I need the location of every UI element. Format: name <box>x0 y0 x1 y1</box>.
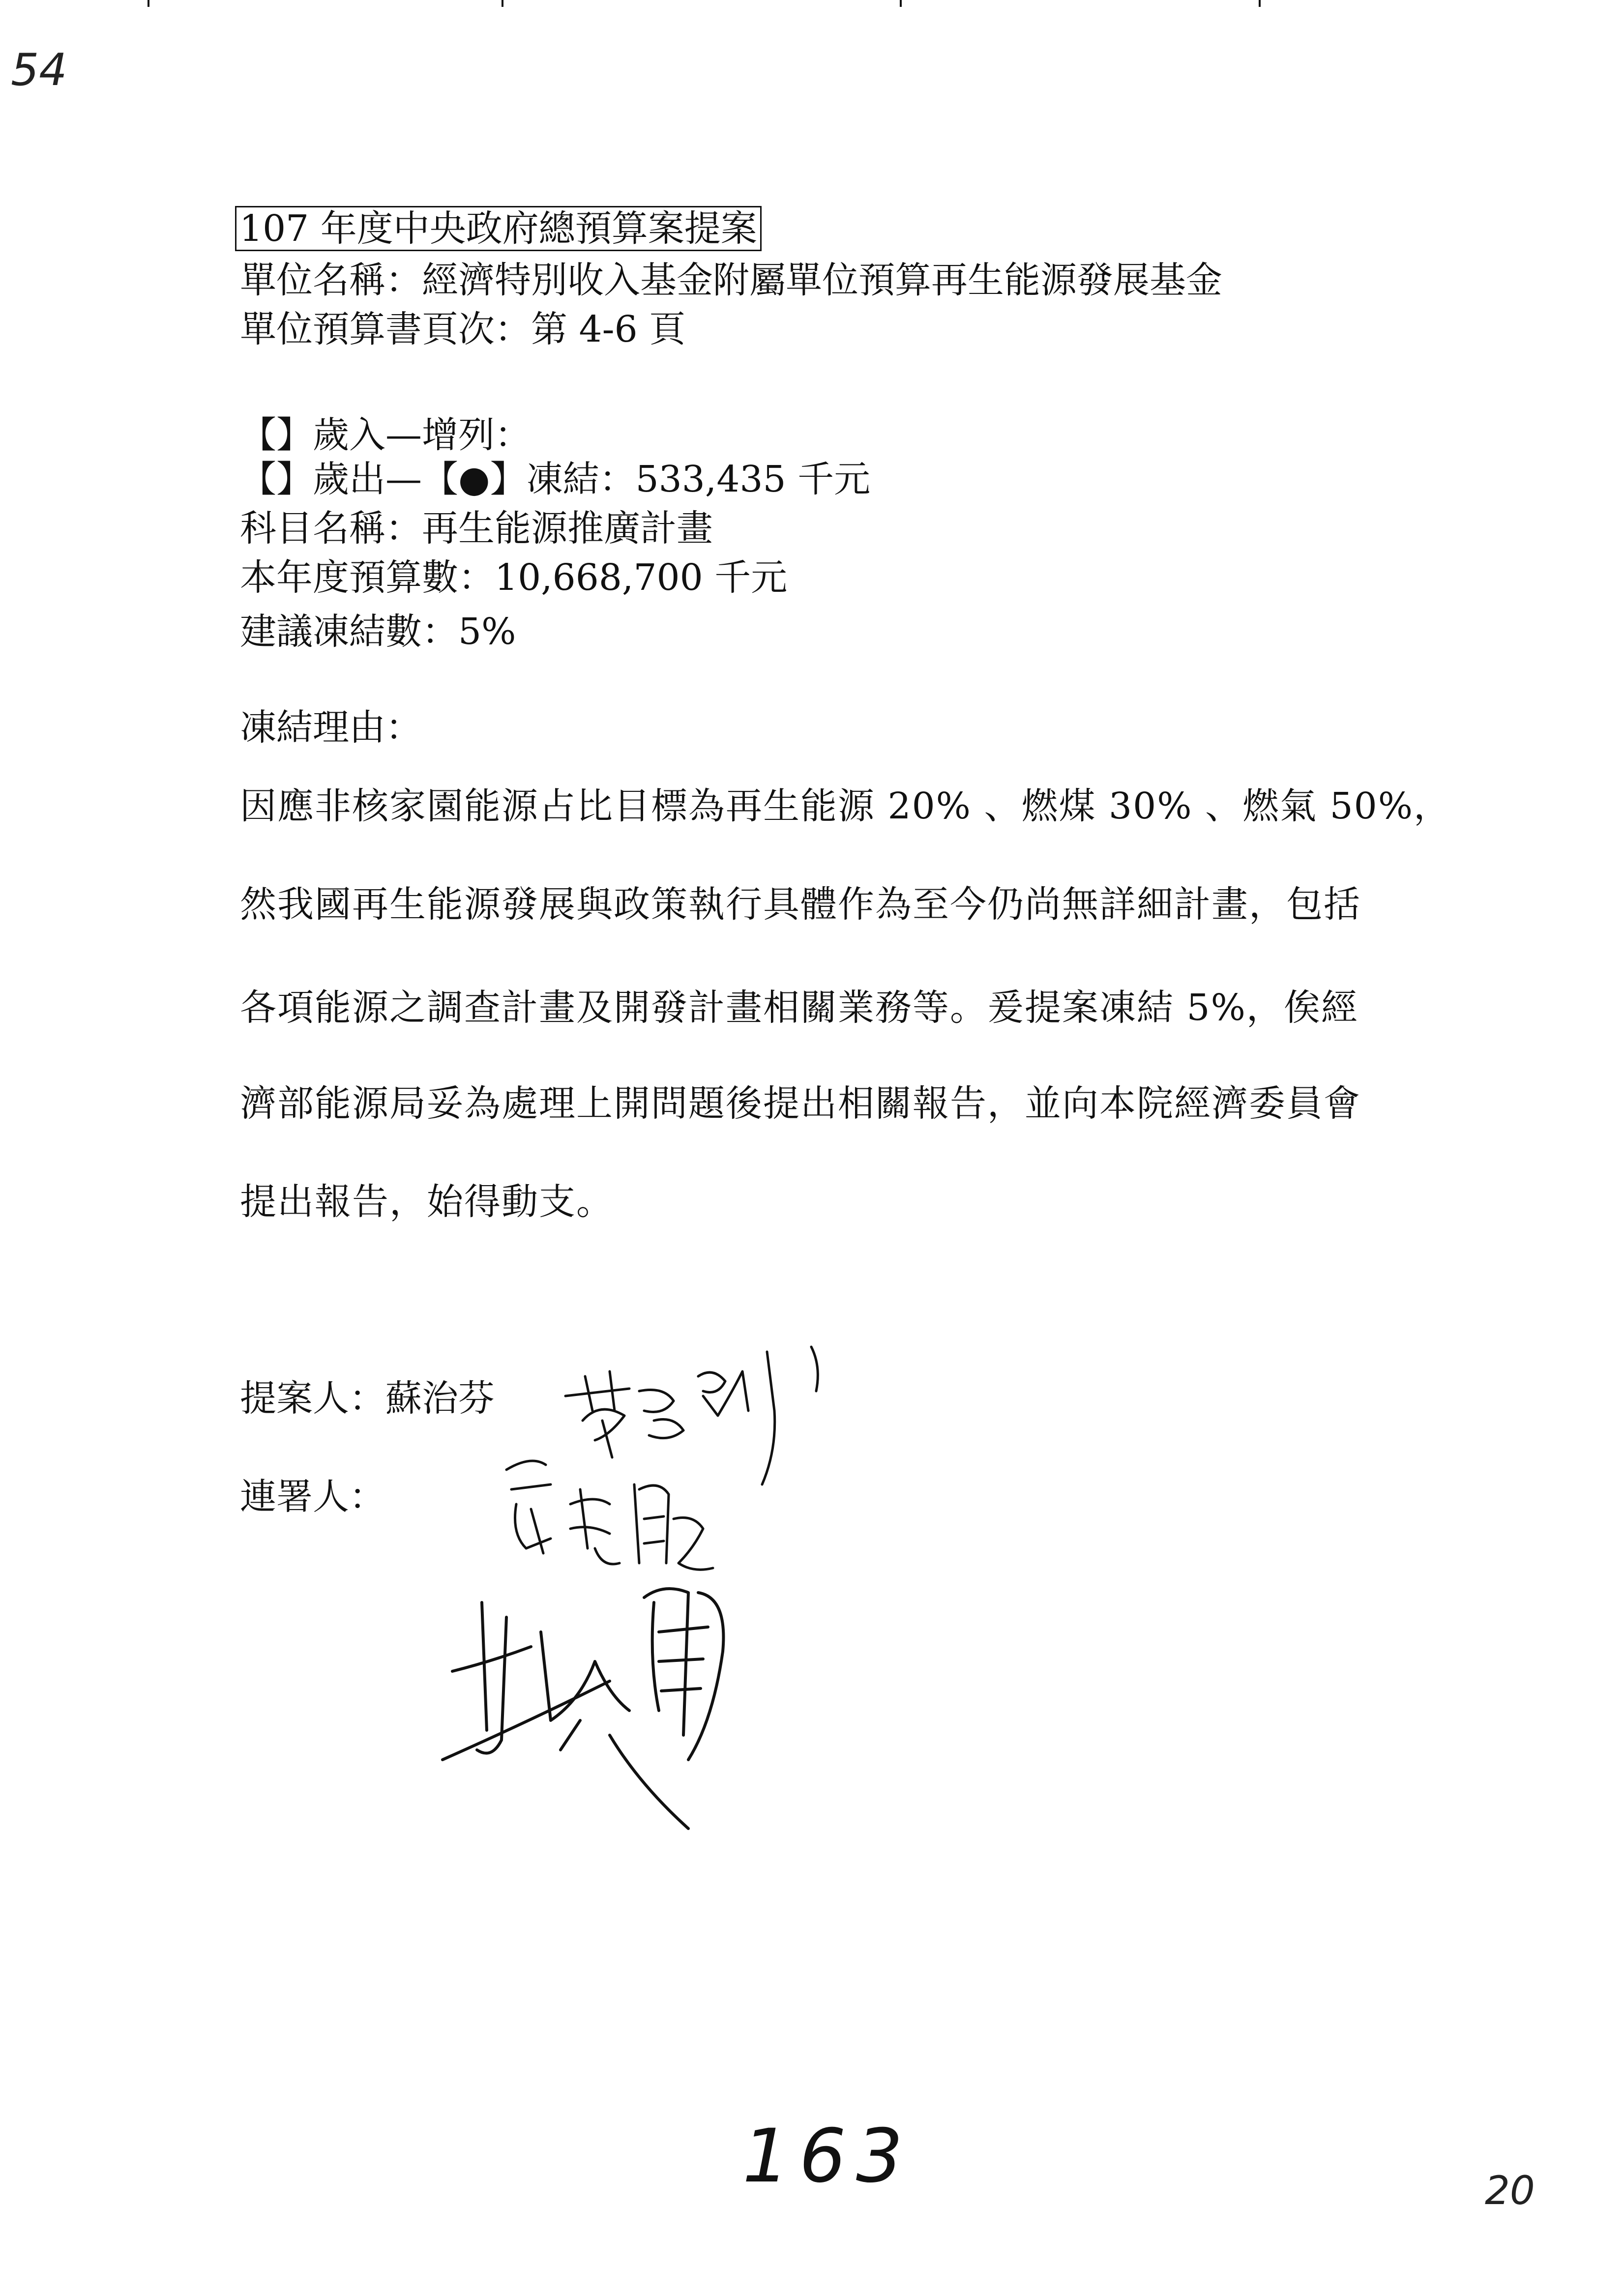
handwritten-corner-mark: 54 <box>11 44 67 96</box>
expenditure-line: 【】歲出—【●】凍結：533,435 千元 <box>240 458 871 500</box>
scan-mark <box>502 0 503 7</box>
page-reference: 單位預算書頁次：第 4-6 頁 <box>240 308 686 350</box>
scan-mark <box>148 0 149 7</box>
revenue-line: 【】歲入—增列： <box>240 414 531 456</box>
document-title <box>235 206 762 251</box>
reason-heading: 凍結理由： <box>240 706 422 749</box>
reason-line: 各項能源之調查計畫及開發計畫相關業務等。爰提案凍結 5%，俟經 <box>240 987 1358 1029</box>
reason-line: 提出報告，始得動支。 <box>240 1181 614 1223</box>
handwritten-bottom-mark: 20 <box>1485 2168 1535 2213</box>
handwritten-page-number: 163 <box>742 2114 913 2199</box>
unit-name: 單位名稱：經濟特別收入基金附屬單位預算再生能源發展基金 <box>240 259 1222 301</box>
scan-mark <box>900 0 902 7</box>
signature-cosigner-2 <box>433 1573 797 1848</box>
budget-line: 本年度預算數：10,668,700 千元 <box>240 556 788 599</box>
freeze-percent-line: 建議凍結數：5% <box>240 610 516 653</box>
subject-line: 科目名稱：再生能源推廣計畫 <box>240 507 713 550</box>
reason-line: 濟部能源局妥為處理上開問題後提出相關報告，並向本院經濟委員會 <box>240 1082 1361 1125</box>
cosigners-line: 連署人： <box>240 1476 385 1518</box>
proposer-line: 提案人：蘇治芬 <box>240 1377 495 1420</box>
scan-mark <box>1259 0 1261 7</box>
reason-line: 然我國再生能源發展與政策執行具體作為至今仍尚無詳細計畫，包括 <box>240 883 1361 926</box>
reason-line: 因應非核家園能源占比目標為再生能源 20% 、燃煤 30% 、燃氣 50%， <box>240 785 1451 827</box>
title-box: 107 年度中央政府總預算案提案 <box>235 206 762 251</box>
